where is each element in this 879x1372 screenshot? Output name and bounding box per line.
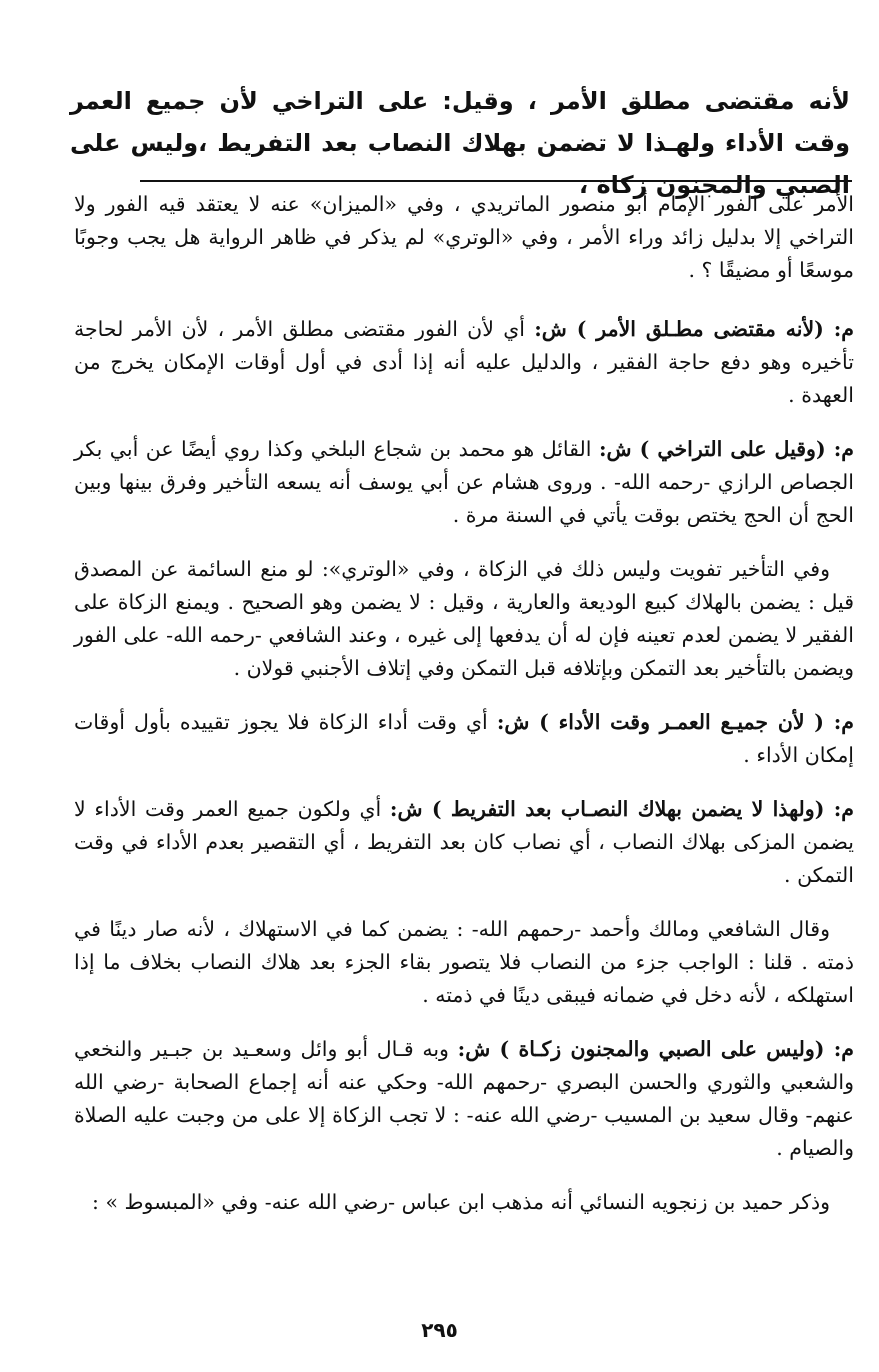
commentary-lemma: م: (وقيل على التراخي ) ش:: [598, 437, 854, 461]
commentary-paragraph-7: وقال الشافعي ومالك وأحمد -رحمهم الله- : يضمن كما في الاستهلاك ، لأنه صار دينًا في ذمته . قلنا : الواجب جزء من النصاب فلا يتصور بقاء الجزء بعد هلاك النصاب بخلاف ما إذا استهلكه ، لأنه دخل في ضمانه فيبقى دينًا في ذمته .: [74, 917, 854, 1007]
commentary-paragraph-4: وفي التأخير تفويت وليس ذلك في الزكاة ، وفي «الوتري»: لو منع السائمة عن المصدق قيل : يضمن بالهلاك كبيع الوديعة والعارية ، وقيل : لا يضمن وهو الصحيح . ويمنع الزكاة على الفقير لا يضمن لعدم تعينه فإن له أن يدفعها إلى غيره ، وعند الشافعي -رحمه الله- على الفور ويضمن بالتأخير بعد التمكن وبإتلافه قبل التمكن وفي إتلاف الأجنبي قولان .: [74, 557, 854, 680]
commentary-text: القائل هو محمد بن شجاع البلخي وكذا روي أيضًا عن أبي بكر الجصاص الرازي -رحمه الله- . وروى هشام عن أبي يوسف أنه يسعه التأخير وفرق بينها وبين الحج أن الحج يختص بوقت يأتي في السنة مرة .: [74, 437, 854, 527]
commentary-paragraph-9: وذكر حميد بن زنجويه النسائي أنه مذهب ابن عباس -رضي الله عنه- وفي «المبسوط » :: [92, 1190, 830, 1214]
commentary-lemma: م: ( لأن جميـع العمـر وقت الأداء ) ش:: [496, 710, 854, 734]
commentary-paragraph-8: [74, 1033, 854, 1165]
commentary-paragraph-3: [74, 433, 854, 532]
commentary-text: وبه قـال أبو وائل وسعـيد بن جبـير والنخعي والشعبي والثوري والحسن البصري -رحمهم الله- وحكي عنه أنه إجماع الصحابة -رضي الله عنهم- وقال سعيد بن المسيب -رضي الله عنه- : لا تجب الزكاة إلا على من وجبت عليه الصلاة والصيام .: [74, 1037, 854, 1160]
commentary-text: أي لأن الفور مقتضى مطلق الأمر ، لأن الأمر لحاجة تأخيره وهو دفع حاجة الفقير ، والدليل عليه أنه إذا أدى في أول أوقات الإمكان يخرج من العهدة .: [74, 317, 854, 407]
commentary-text: أي ولكون جميع العمر وقت الأداء لا يضمن المزكى بهلاك النصاب ، أي نصاب كان بعد التفريط ، أي التقصير بعدم الأداء في وقت التمكن .: [74, 797, 854, 887]
commentary-body: [74, 188, 854, 1240]
commentary-paragraph-5: [74, 706, 854, 772]
page-number: ٢٩٥: [421, 1318, 458, 1342]
separator-rule: [140, 180, 852, 182]
commentary-lemma: م: (وليس على الصبي والمجنون زكـاة ) ش:: [457, 1037, 854, 1061]
commentary-paragraph-2: [74, 313, 854, 412]
commentary-lemma: م: (ولهذا لا يضمن بهلاك النصـاب بعد التفريط ) ش:: [389, 797, 855, 821]
matn-text: لأنه مقتضى مطلق الأمر ، وقيل: على التراخي لأن جميع العمر وقت الأداء ولهـذا لا تضمن بهلاك النصاب بعد التفريط ،وليس على الصبي والمجنون زكاة ،: [70, 87, 850, 199]
commentary-paragraph-1: الأمر على الفور الإمام أبو منصور الماتريدي ، وفي «الميزان» عنه لا يعتقد قيه الفور ولا التراخي إلا بدليل زائد وراء الأمر ، وفي «الوتري» لم يذكر في ظاهر الرواية هل يجب وجوبًا موسعًا أو مضيقًا ؟ .: [74, 192, 854, 282]
commentary-paragraph-6: [74, 793, 854, 892]
commentary-text: أي وقت أداء الزكاة فلا يجوز تقييده بأول أوقات إمكان الأداء .: [74, 710, 854, 767]
commentary-lemma: م: (لأنه مقتضى مطـلق الأمر ) ش:: [534, 317, 854, 341]
